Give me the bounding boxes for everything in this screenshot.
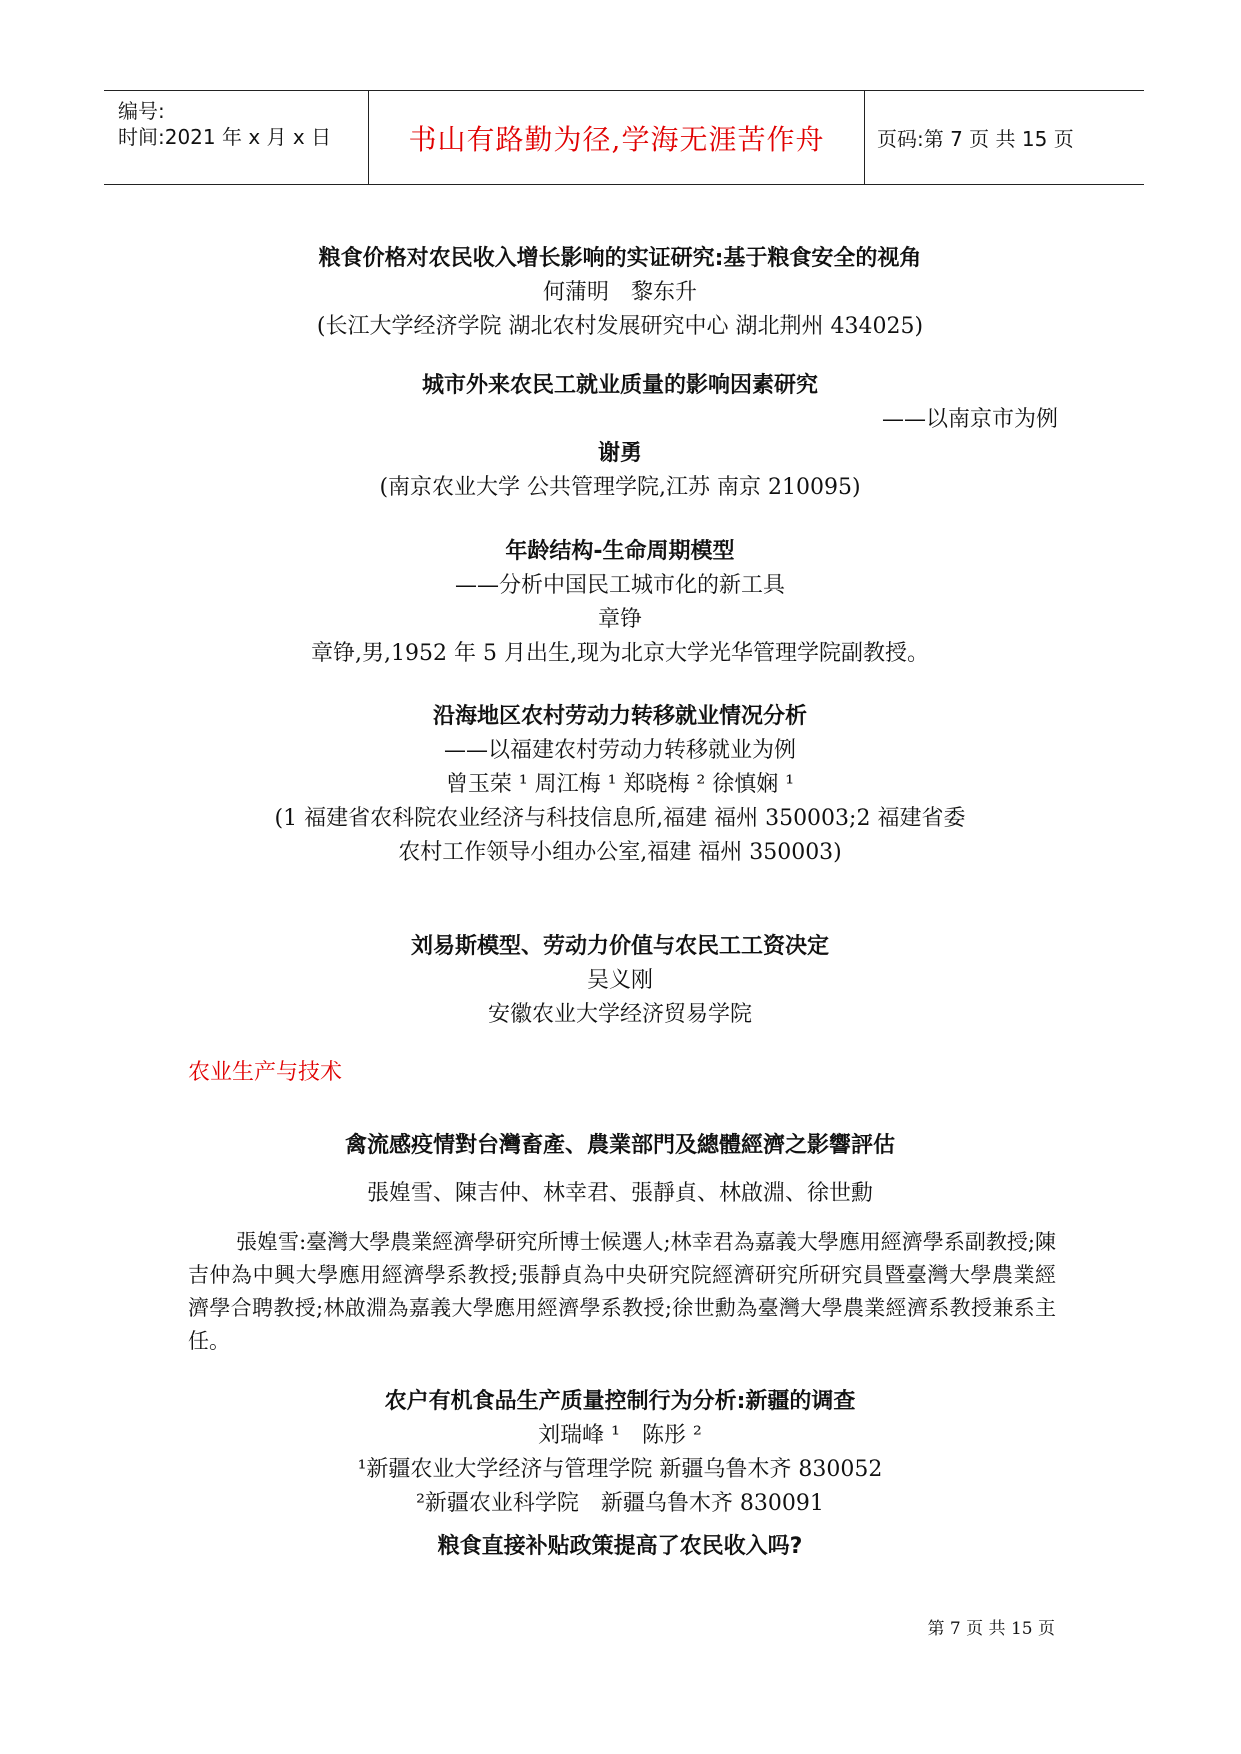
- article-affiliation: 章铮,男,1952 年 5 月出生,现为北京大学光华管理学院副教授。: [311, 641, 929, 666]
- article-7: [160, 1385, 1080, 1521]
- article-title: 刘易斯模型、劳动力价值与农民工工资决定: [410, 934, 829, 959]
- article-title: 城市外来农民工就业质量的影响因素研究: [421, 373, 818, 398]
- page-code: 页码:第 7 页 共 15 页: [877, 127, 1074, 151]
- article-authors: 張媓雪、陳吉仲、林幸君、張靜貞、林啟淵、徐世勳: [366, 1181, 873, 1206]
- article-1: [160, 242, 1080, 344]
- article-3: [160, 535, 1080, 671]
- article-title: 粮食价格对农民收入增长影响的实证研究:基于粮食安全的视角: [318, 246, 922, 271]
- article-subtitle: ——分析中国民工城市化的新工具: [454, 573, 785, 598]
- time-label: 时间:2021 年 x 月 x 日: [118, 125, 332, 149]
- section-heading: 农业生产与技术: [188, 1060, 343, 1085]
- article-authors: 曾玉荣 ¹ 周江梅 ¹ 郑晓梅 ² 徐慎娴 ¹: [445, 772, 795, 797]
- article-subtitle: ——以福建农村劳动力转移就业为例: [443, 738, 796, 763]
- header-page-cell: [865, 91, 1144, 184]
- article-authors: 章铮: [597, 607, 642, 632]
- article-title: 年龄结构-生命周期模型: [505, 539, 735, 564]
- article-title: 农户有机食品生产质量控制行为分析:新疆的调查: [384, 1389, 856, 1414]
- header-meta-cell: [104, 91, 369, 184]
- article-4: [160, 700, 1080, 870]
- article-title: 禽流感疫情對台灣畜產、農業部門及總體經濟之影響評估: [344, 1133, 895, 1158]
- motto: 书山有路勤为径,学海无涯苦作舟: [408, 122, 825, 156]
- article-affiliation-line-2: 农村工作领导小组办公室,福建 福州 350003): [398, 840, 842, 865]
- article-affiliation: (南京农业大学 公共管理学院,江苏 南京 210095): [379, 475, 861, 500]
- article-affiliation: 安徽农业大学经济贸易学院: [487, 1002, 752, 1027]
- article-authors: 刘瑞峰 ¹ 陈彤 ²: [538, 1423, 702, 1448]
- article-8: [160, 1530, 1080, 1564]
- article-6: [160, 1129, 1080, 1163]
- article-paragraph: [188, 1226, 1056, 1358]
- number-label: 编号:: [118, 99, 165, 123]
- article-authors: 何蒲明 黎东升: [542, 280, 697, 305]
- article-affiliation: (长江大学经济学院 湖北农村发展研究中心 湖北荆州 434025): [316, 314, 924, 339]
- article-authors: 吴义刚: [586, 968, 653, 993]
- article-affiliation-line-1: ¹新疆农业大学经济与管理学院 新疆乌鲁木齐 830052: [357, 1457, 883, 1482]
- article-title: 沿海地区农村劳动力转移就业情况分析: [432, 704, 807, 729]
- article-subtitle: ——以南京市为例: [881, 407, 1058, 432]
- article-2: [160, 369, 1080, 505]
- header-motto-cell: [369, 91, 865, 184]
- article-6-authors-block: [160, 1177, 1080, 1211]
- article-5: [160, 930, 1080, 1032]
- section-heading-block: [188, 1056, 1108, 1090]
- article-title: 粮食直接补贴政策提高了农民收入吗?: [437, 1534, 803, 1559]
- article-6-paragraph-block: [188, 1226, 1056, 1358]
- article-affiliation-line-1: (1 福建省农科院农业经济与科技信息所,福建 福州 350003;2 福建省委: [274, 806, 966, 831]
- paragraph-text: 張媓雪:臺灣大學農業經濟學研究所博士候選人;林幸君為嘉義大學應用經濟學系副教授;陳吉仲為中興大學應用經濟學系教授;張靜貞為中央研究院經濟研究所研究員暨臺灣大學農業經濟學合聘教授;林啟淵為嘉義大學應用經濟學系教授;徐世勳為臺灣大學農業經濟系教授兼系主任。: [188, 1230, 1056, 1353]
- page-footer: 第 7 页 共 15 页: [927, 1619, 1055, 1639]
- page-header: [104, 90, 1144, 185]
- article-authors: 谢勇: [597, 441, 642, 466]
- article-affiliation-line-2: ²新疆农业科学院 新疆乌鲁木齐 830091: [416, 1491, 824, 1516]
